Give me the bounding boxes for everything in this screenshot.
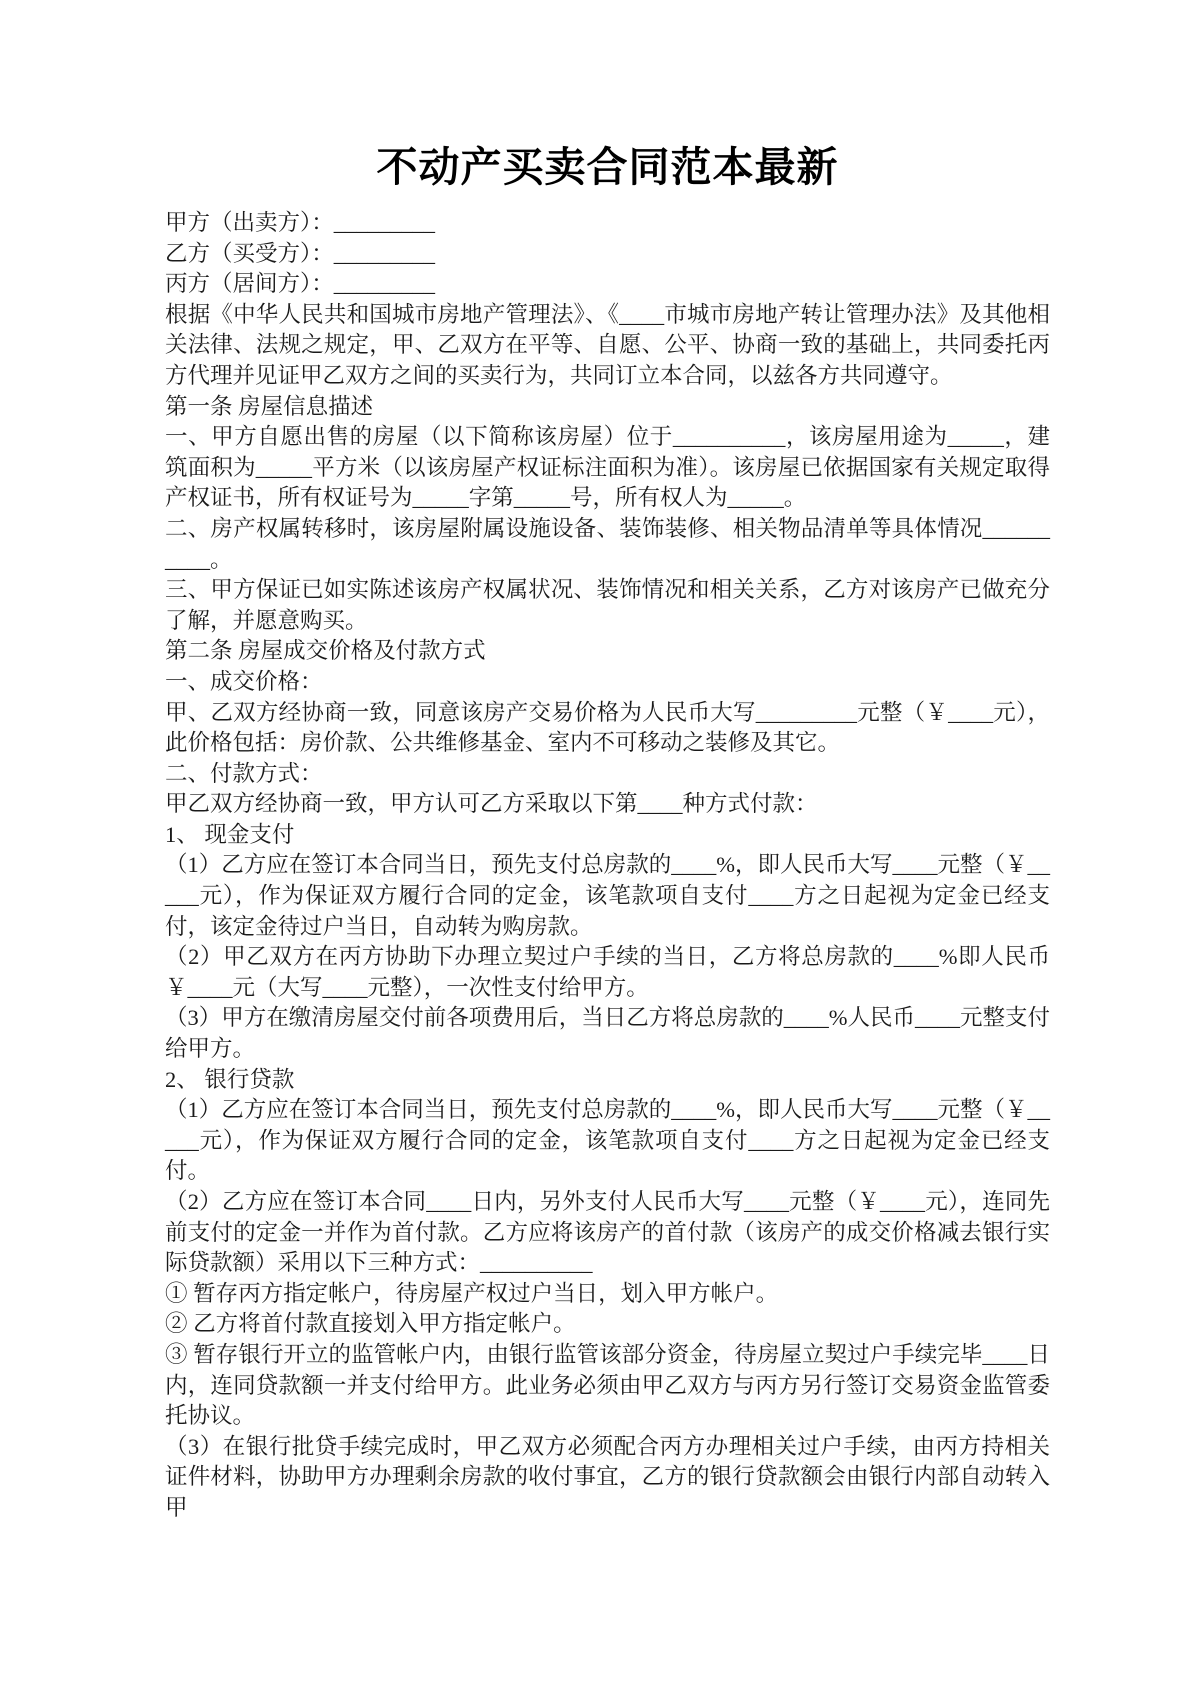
party-c-line: 丙方（居间方）：_________: [165, 271, 436, 297]
downpayment-option-2: ② 乙方将首付款直接划入甲方指定帐户。: [165, 1311, 576, 1337]
page-title: 不动产买卖合同范本最新: [376, 144, 839, 190]
article1-item3: 三、甲方保证已如实陈述该房产权属状况、装饰情况和相关关系，乙方对该房产已做充分了解，并愿意购买。: [165, 577, 1050, 633]
preamble-paragraph: 根据《中华人民共和国城市房地产管理法》、《____市城市房地产转让管理办法》及其他相关法律、法规之规定，甲、乙双方在平等、自愿、公平、协商一致的基础上，共同委托丙方代理并见证甲乙双方之间的买卖行为，共同订立本合同，以兹各方共同遵守。: [165, 301, 1050, 388]
article1-heading: 第一条 房屋信息描述: [165, 393, 374, 419]
loan-clause-2: （2）乙方应在签订本合同____日内，另外支付人民币大写____元整（￥____元），连同先前支付的定金一并作为首付款。乙方应将该房产的首付款（该房产的成交价格减去银行实际贷款额）采用以下三种方式：__________: [165, 1189, 1050, 1276]
payment-method-heading: 二、付款方式：: [165, 760, 323, 786]
contract-body: [165, 208, 1050, 1524]
bank-loan-heading: 2、 银行贷款: [165, 1066, 295, 1092]
article1-item1: 一、甲方自愿出售的房屋（以下简称该房屋）位于__________，该房屋用途为_____，建筑面积为_____平方米（以该房屋产权证标注面积为准）。该房屋已依据国家有关规定取得产权证书，所有权证号为_____字第_____号，所有权人为_____。: [165, 424, 1050, 511]
downpayment-option-1: ① 暂存丙方指定帐户，待房屋产权过户当日，划入甲方帐户。: [165, 1280, 779, 1306]
cash-clause-1: （1）乙方应在签订本合同当日，预先支付总房款的____%，即人民币大写____元整（￥_____元），作为保证双方履行合同的定金，该笔款项自支付____方之日起视为定金已经支付，该定金待过户当日，自动转为购房款。: [165, 852, 1050, 939]
cash-payment-heading: 1、 现金支付: [165, 821, 295, 847]
article1-item2: 二、房产权属转移时，该房屋附属设施设备、装饰装修、相关物品清单等具体情况__________。: [165, 515, 1050, 572]
downpayment-option-3: ③ 暂存银行开立的监管帐户内，由银行监管该部分资金，待房屋立契过户手续完毕____日内，连同贷款额一并支付给甲方。此业务必须由甲乙双方与丙方另行签订交易资金监管委托协议。: [165, 1341, 1050, 1429]
payment-method-intro: 甲乙双方经协商一致，甲方认可乙方采取以下第____种方式付款：: [165, 791, 818, 817]
price-heading: 一、成交价格：: [165, 668, 323, 694]
price-clause: 甲、乙双方经协商一致，同意该房产交易价格为人民币大写_________元整（￥____元），此价格包括：房价款、公共维修基金、室内不可移动之装修及其它。: [165, 699, 1050, 756]
party-a-line: 甲方（出卖方）：_________: [165, 210, 436, 235]
loan-clause-1: （1）乙方应在签订本合同当日，预先支付总房款的____%，即人民币大写____元整（￥_____元），作为保证双方履行合同的定金，该笔款项自支付____方之日起视为定金已经支付。: [165, 1097, 1050, 1184]
party-b-line: 乙方（买受方）：_________: [165, 240, 436, 266]
cash-clause-2: （2）甲乙双方在丙方协助下办理立契过户手续的当日，乙方将总房款的____%即人民币￥____元（大写____元整），一次性支付给甲方。: [165, 944, 1050, 1000]
article2-heading: 第二条 房屋成交价格及付款方式: [165, 638, 486, 664]
cash-clause-3: （3）甲方在缴清房屋交付前各项费用后，当日乙方将总房款的____%人民币____元整支付给甲方。: [165, 1005, 1050, 1062]
loan-clause-3: （3）在银行批贷手续完成时，甲乙双方必须配合丙方办理相关过户手续，由丙方持相关证件材料，协助甲方办理剩余房款的收付事宜，乙方的银行贷款额会由银行内部自动转入甲: [165, 1433, 1050, 1520]
